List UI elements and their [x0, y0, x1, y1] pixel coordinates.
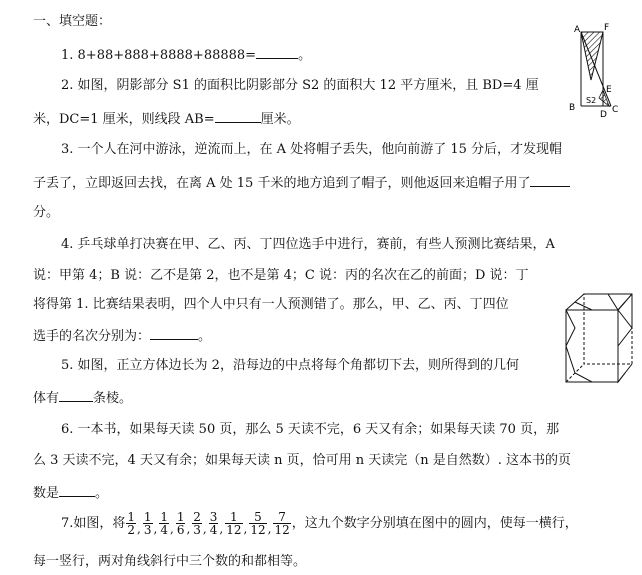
fraction-numerator: 1 — [127, 510, 136, 524]
fraction-3 — [159, 511, 169, 536]
label-c: C — [612, 105, 619, 115]
label-s2: S2 — [586, 96, 597, 105]
answer-blank-4[interactable] — [150, 327, 198, 340]
cube-front-face — [566, 310, 618, 382]
fraction-numerator: 3 — [209, 510, 218, 524]
fraction-separator: , — [219, 522, 224, 536]
label-e: E — [606, 85, 612, 95]
question-7-prefix: 7.如图，将 — [61, 516, 126, 531]
fraction-denominator: 3 — [193, 523, 201, 537]
question-5-text-b: 条棱。 — [93, 391, 133, 406]
fraction-list — [125, 510, 291, 537]
question-4-end: 。 — [198, 329, 212, 344]
answer-blank-2[interactable] — [215, 110, 261, 123]
fraction-separator: , — [169, 522, 174, 536]
answer-blank-6[interactable] — [59, 484, 95, 497]
answer-blank-1[interactable] — [256, 46, 298, 59]
fraction-denominator: 2 — [127, 523, 136, 537]
fraction-denominator: 4 — [209, 523, 218, 537]
question-5-text-a: 体有 — [33, 391, 60, 406]
question-6-line-3 — [33, 484, 108, 502]
fraction-denominator: 12 — [250, 523, 266, 537]
fraction-denominator: 3 — [143, 523, 152, 537]
fraction-numerator: 1 — [225, 511, 242, 524]
fraction-1 — [126, 511, 136, 536]
figure-cube — [560, 288, 638, 388]
fraction-separator: , — [186, 522, 191, 536]
cut-corner-top — [584, 294, 618, 310]
question-4-line-2: 说：甲第 4；B 说：乙不是第 2，也不是第 4；C 说：丙的名次在乙的前面；D 说：丁 — [33, 268, 529, 283]
question-6-line-2: 么 3 天读不完，4 天又有余；如果每天读 n 页，恰可用 n 天读完（n 是自然数）. 这本书的页 — [33, 453, 571, 468]
question-1-text: 1. 8+88+888+8888+88888= — [61, 48, 257, 63]
fraction-denominator: 12 — [274, 523, 290, 537]
fraction-9 — [273, 511, 290, 536]
label-a: A — [574, 25, 581, 35]
fraction-numerator: 7 — [273, 511, 290, 524]
question-6-text-b: 。 — [95, 486, 109, 501]
fraction-numerator: 2 — [193, 510, 201, 524]
question-1-end: 。 — [298, 48, 312, 63]
question-4-line-1: 4. 乒乓球单打决赛在甲、乙、丙、丁四位选手中进行，赛前，有些人预测比赛结果，A — [61, 237, 555, 252]
fraction-5 — [192, 511, 202, 536]
label-d: D — [600, 110, 607, 120]
fraction-denominator: 4 — [160, 523, 168, 537]
fraction-separator: , — [202, 522, 207, 536]
fraction-numerator: 1 — [160, 510, 168, 524]
question-4-text: 选手的名次分别为： — [33, 329, 151, 344]
answer-blank-5[interactable] — [59, 389, 93, 402]
fraction-6 — [209, 511, 219, 536]
question-2-line-1: 2. 如图，阴影部分 S1 的面积比阴影部分 S2 的面积大 12 平方厘米，且 BD=4 厘 — [61, 78, 539, 93]
answer-blank-3[interactable] — [530, 174, 570, 187]
question-7-line-1 — [61, 510, 578, 543]
question-7-line-2: 每一竖行，两对角线斜行中三个数的和都相等。 — [33, 554, 307, 569]
fraction-denominator: 12 — [226, 523, 242, 537]
fraction-numerator: 1 — [176, 510, 185, 524]
fraction-2 — [143, 511, 153, 536]
fraction-4 — [176, 511, 186, 536]
fraction-separator: , — [243, 522, 248, 536]
label-f: F — [604, 23, 610, 33]
question-5-line-2 — [33, 389, 132, 407]
question-4-line-4 — [33, 327, 211, 345]
fraction-8 — [249, 511, 266, 536]
fraction-separator: , — [137, 522, 141, 536]
question-1 — [61, 46, 311, 64]
question-2-line-2 — [33, 110, 300, 128]
question-3-text: 子丢了，立即返回去找，在离 A 处 15 千米的地方追到了帽子，则他返回来追帽子用了 — [33, 176, 531, 191]
question-2-text-a: 米，DC=1 厘米，则线段 AB= — [33, 112, 215, 127]
label-b: B — [569, 103, 576, 113]
fraction-separator: , — [267, 522, 272, 536]
question-3-line-2 — [33, 174, 570, 192]
question-6-line-1: 6. 一本书，如果每天读 50 页，那么 5 天读不完，6 天又有余；如果每天读 70 页，那 — [61, 422, 560, 437]
figure-triangle — [566, 20, 626, 120]
question-3-line-3: 分。 — [33, 205, 60, 220]
fraction-7 — [225, 511, 242, 536]
question-2-text-b: 厘米。 — [260, 112, 300, 127]
question-7-suffix: ，这九个数字分别填在图中的圆内，使每一横行， — [291, 516, 578, 531]
question-3-line-1: 3. 一个人在河中游泳，逆流而上，在 A 处将帽子丢失，他向前游了 15 分后，才发现帽 — [61, 142, 562, 157]
question-5-line-1: 5. 如图，正立方体边长为 2，沿每边的中点将每个角都切下去，则所得到的几何 — [61, 358, 519, 373]
cube-back-face — [584, 294, 632, 364]
fraction-denominator: 6 — [176, 523, 185, 537]
fraction-separator: , — [153, 522, 158, 536]
section-title: 一、填空题： — [33, 14, 112, 29]
question-6-text-a: 数是 — [33, 486, 60, 501]
question-4-line-3: 将得第 1. 比赛结果表明，四个人中只有一人预测错了。那么，甲、乙、丙、丁四位 — [33, 297, 509, 312]
fraction-numerator: 5 — [249, 511, 266, 524]
fraction-numerator: 1 — [143, 510, 152, 524]
